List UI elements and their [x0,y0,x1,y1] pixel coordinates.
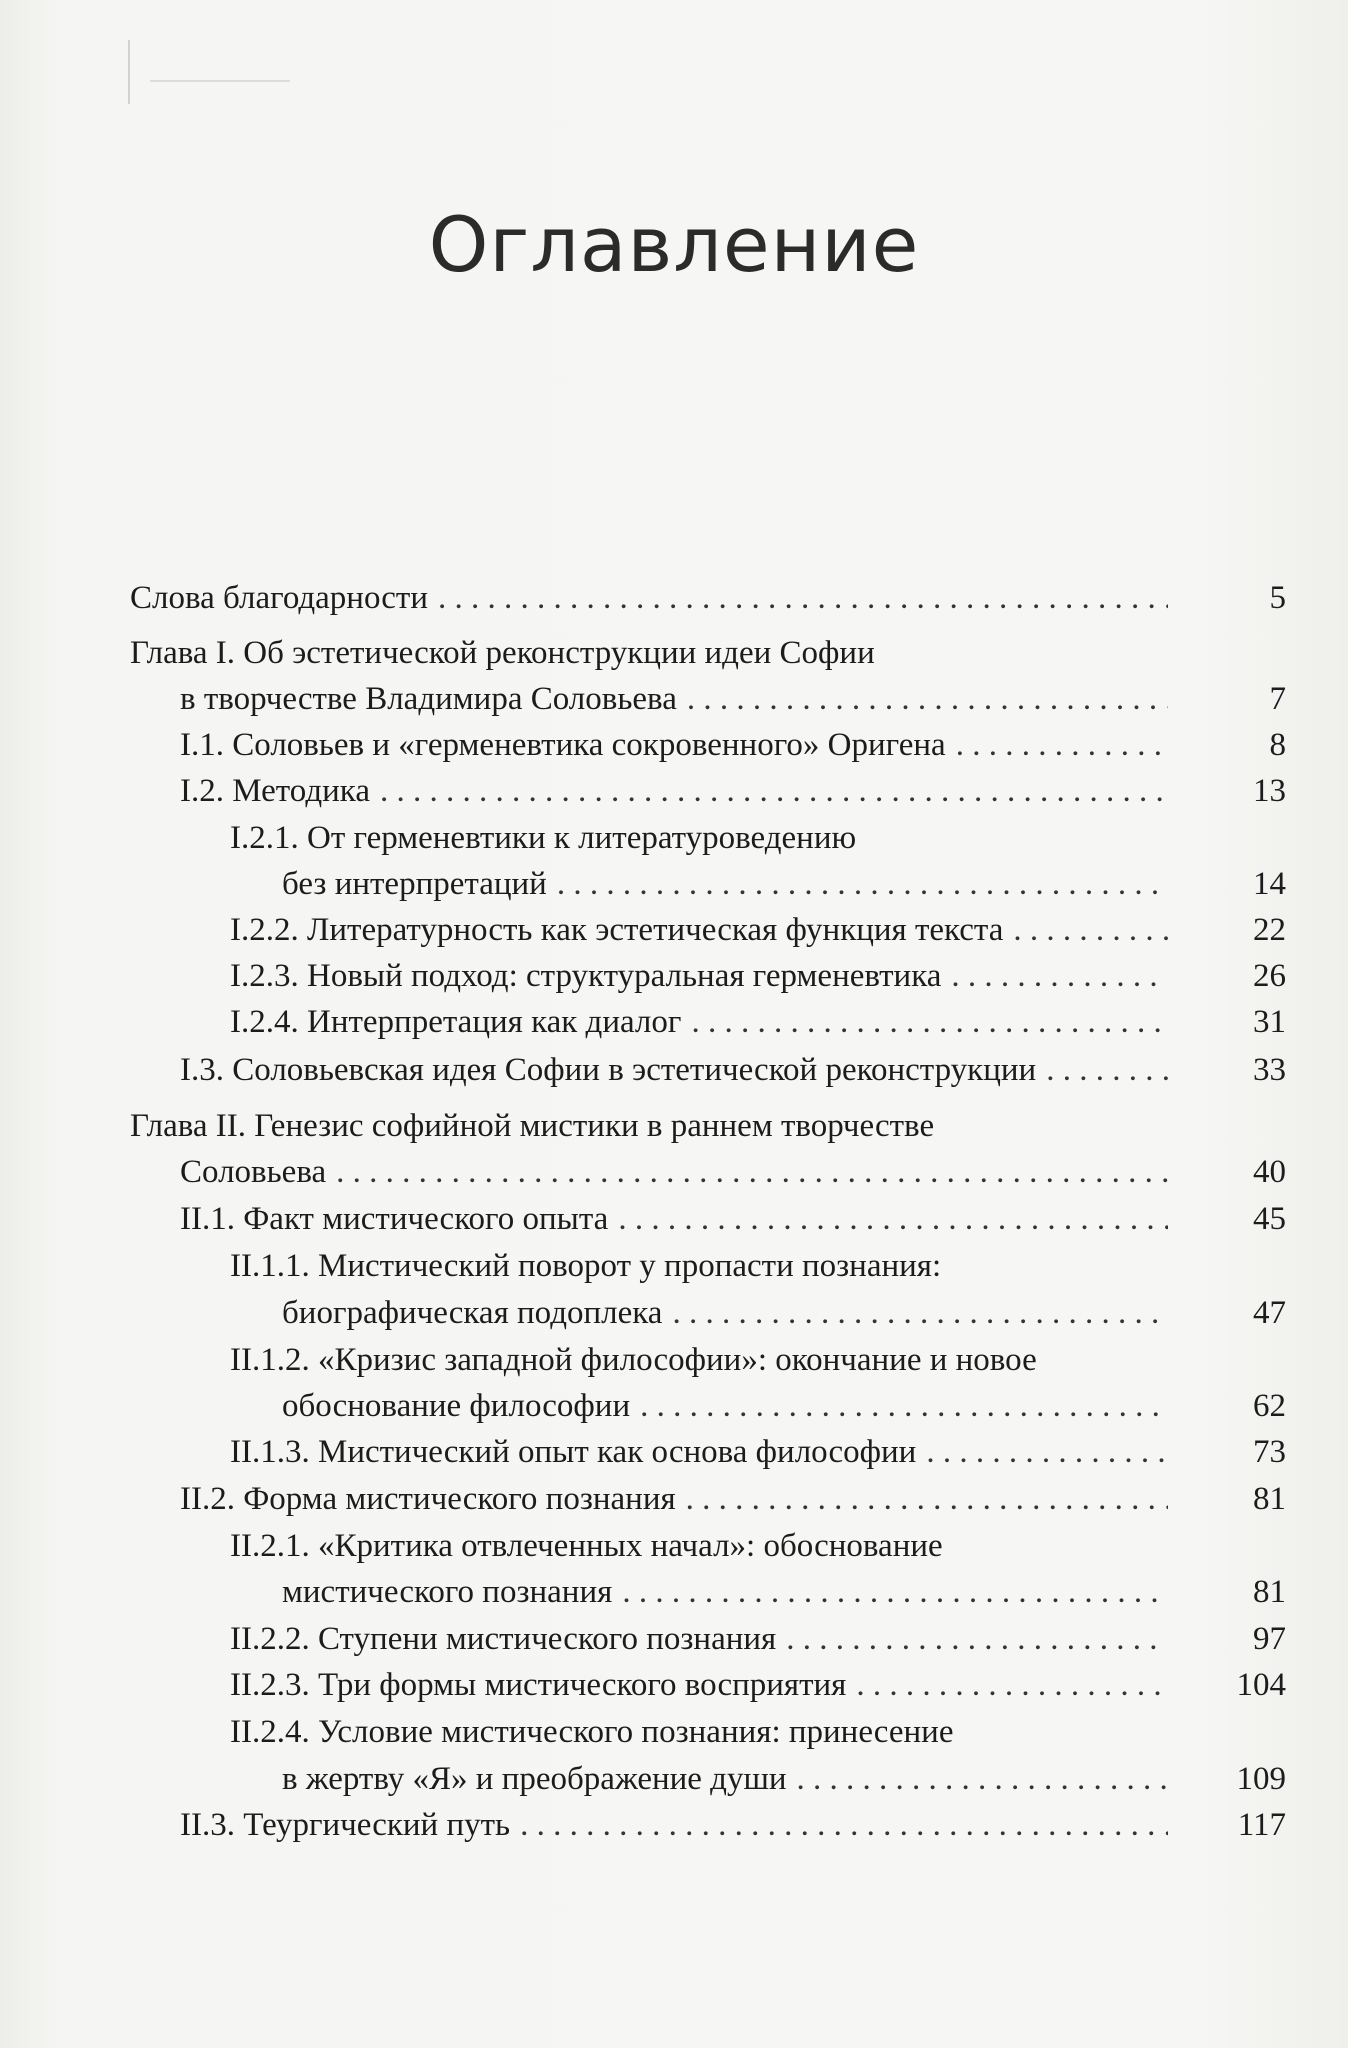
toc-leader-dots [380,768,1168,814]
toc-entry-title: II.1.2. «Кризис западной философии»: окончание и новое [230,1342,1037,1378]
toc-entry-title: I.2.2. Литературность как эстетическая функция текста [230,912,1004,948]
toc-entry-title: I.1. Соловьев и «герменевтика сокровенного» Оригена [180,727,946,763]
toc-entry-title: Глава I. Об эстетической реконструкции идеи Софии [130,635,875,671]
toc-entry [230,1429,1286,1475]
toc-leader-dots [1013,907,1168,953]
toc-entry [180,768,1286,814]
toc-page-number: 62 [1253,1388,1286,1424]
toc-page-number: 81 [1253,1481,1286,1517]
toc-leader-dots [786,1616,1168,1662]
toc-page-number: 14 [1253,866,1286,902]
toc-entry [180,1802,1286,1848]
toc-page-number: 31 [1253,1004,1286,1040]
toc-entry [180,722,1286,768]
toc-leader-dots [520,1802,1168,1848]
toc-entry [230,1662,1286,1708]
toc-entry-title: II.3. Теургический путь [180,1807,511,1843]
toc-entry-title: Слова благодарности [130,580,429,616]
toc-entry [282,1383,1286,1429]
toc-leader-dots [622,1569,1168,1615]
toc-entry-title: I.2.3. Новый подход: структуральная герменевтика [230,958,942,994]
toc-page-number: 26 [1253,958,1286,994]
toc-entry-title: II.2.3. Три формы мистического восприятия [230,1667,847,1703]
toc-entry-title: II.2.2. Ступени мистического познания [230,1621,777,1657]
toc-leader-dots [856,1662,1168,1708]
toc-entry-title: I.2.4. Интерпретация как диалог [230,1004,682,1040]
toc-leader-dots [672,1290,1168,1336]
toc-leader-dots [951,953,1168,999]
running-header-line [150,80,290,82]
toc-entry-title: II.2. Форма мистического познания [180,1481,676,1517]
toc-entry-title: II.1.3. Мистический опыт как основа философии [230,1434,917,1470]
toc-page-number: 33 [1253,1052,1286,1088]
toc-entry-title: Глава II. Генезис софийной мистики в раннем творчестве [130,1108,935,1144]
toc-page-number: 47 [1253,1295,1286,1331]
page-title: Оглавление [428,200,920,289]
toc-entry-title: I.3. Соловьевская идея Софии в эстетической реконструкции [180,1052,1037,1088]
running-header-rule [128,40,130,104]
toc-entry [180,1149,1286,1195]
toc-entry-title: II.2.4. Условие мистического познания: принесение [230,1714,954,1750]
toc-entry-title: мистического познания [282,1574,613,1610]
toc-leader-dots [438,575,1168,621]
toc-entry-title: II.2.1. «Критика отвлеченных начал»: обоснование [230,1528,943,1564]
toc-entry [230,999,1286,1045]
toc-entry [230,953,1286,999]
toc-page-number: 22 [1253,912,1286,948]
toc-entry-title: Соловьева [180,1154,327,1190]
toc-entry [180,676,1286,722]
toc-entry-title: без интерпретаций [282,866,547,902]
toc-leader-dots [686,1476,1168,1522]
toc-entry-title: биографическая подоплека [282,1295,663,1331]
toc-page-number: 5 [1269,580,1286,616]
toc-entry [130,575,1286,621]
toc-entry [282,1290,1286,1336]
toc-page-number: 104 [1236,1667,1286,1703]
toc-page-number: 81 [1253,1574,1286,1610]
toc-entry-title: I.2.1. От герменевтики к литературоведению [230,820,857,856]
toc-leader-dots [687,676,1168,722]
toc-page-number: 45 [1253,1201,1286,1237]
toc-page-number: 97 [1253,1621,1286,1657]
toc-page-number: 73 [1253,1434,1286,1470]
toc-entry [282,861,1286,907]
toc-entry [282,1756,1286,1802]
toc-entry [180,1047,1286,1093]
toc-entry-title: в творчестве Владимира Соловьева [180,681,677,717]
toc-page-number: 8 [1269,727,1286,763]
toc-page-number: 7 [1269,681,1286,717]
toc-entry [180,1476,1286,1522]
toc-entry [230,1616,1286,1662]
toc-entry [282,1569,1286,1615]
toc-leader-dots [956,722,1168,768]
toc-leader-dots [618,1196,1168,1242]
toc-entry-title: обоснование философии [282,1388,631,1424]
toc-entry-title: в жертву «Я» и преображение души [282,1761,787,1797]
toc-entry-title: II.1.1. Мистический поворот у пропасти познания: [230,1248,942,1284]
toc-leader-dots [1046,1047,1168,1093]
toc-leader-dots [640,1383,1168,1429]
toc-leader-dots [691,999,1168,1045]
toc-page-number: 13 [1253,773,1286,809]
toc-entry-title: I.2. Методика [180,773,370,809]
toc-entry [230,907,1286,953]
toc-page-number: 109 [1236,1761,1286,1797]
toc-leader-dots [336,1149,1168,1195]
toc-leader-dots [797,1756,1168,1802]
toc-entry-title: II.1. Факт мистического опыта [180,1201,609,1237]
toc-page-number: 117 [1237,1807,1286,1843]
toc-leader-dots [557,861,1168,907]
toc-page-number: 40 [1253,1154,1286,1190]
toc-leader-dots [926,1429,1168,1475]
toc-entry [180,1196,1286,1242]
